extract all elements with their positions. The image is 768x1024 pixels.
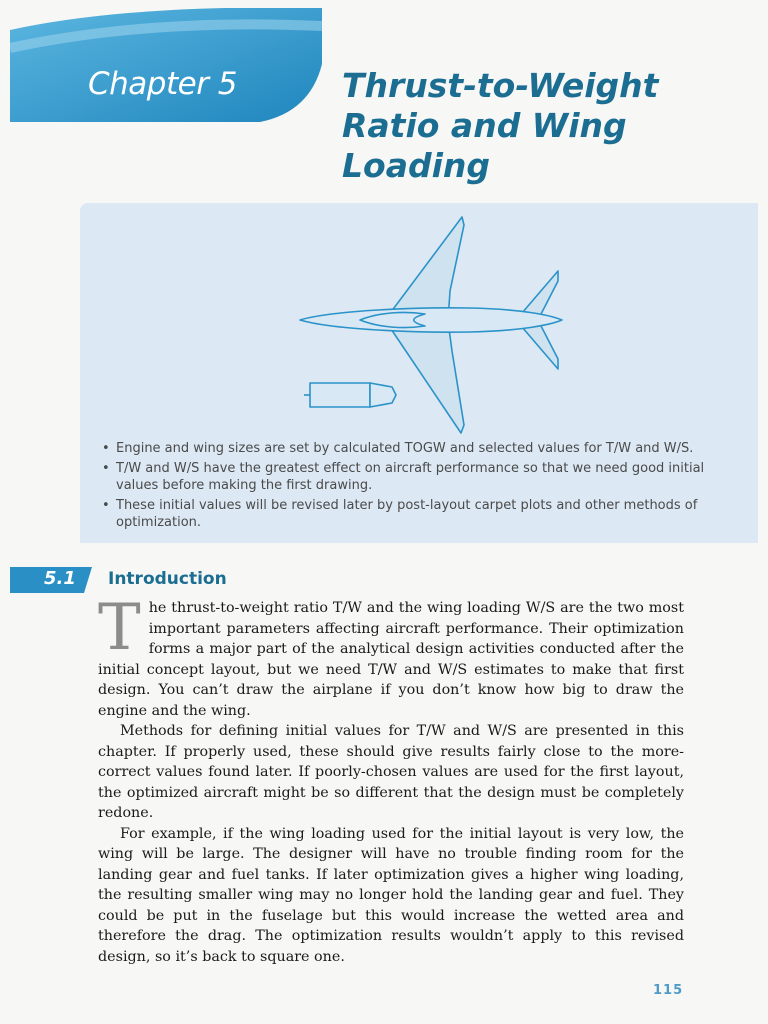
drop-cap: T — [98, 591, 141, 665]
chapter-label: Chapter 5 — [88, 66, 238, 102]
paragraph-text: he thrust-to-weight ratio T/W and the wing loading W/S are the two most important parameters affecting aircraft performance. Their optimization forms a major part of the analytical design activities conducted after the initial concept layout, but we need T/W and W/S estimates to make that first design. You can’t draw the airplane if you don’t know how big to draw the engine and the wing. — [98, 600, 684, 719]
section-title: Introduction — [108, 569, 227, 589]
body-text — [98, 591, 684, 967]
figure-bullet: • T/W and W/S have the greatest effect on aircraft performance so that we need good initial values before making the first drawing. — [100, 460, 740, 494]
paragraph: For example, if the wing loading used for the initial layout is very low, the wing will be large. The designer will have no trouble finding room for the landing gear and fuel tanks. If later optimization gives a higher wing loading, the resulting smaller wing may no longer hold the landing gear and fuel. They could be put in the fuselage but this would increase the wetted area and therefore the drag. The optimization results wouldn’t apply to this revised design, so it’s back to square one. — [98, 825, 684, 965]
figure-bullet: • Engine and wing sizes are set by calculated TOGW and selected values for T/W and W/S. — [100, 440, 740, 457]
aircraft-illustration — [80, 203, 758, 443]
figure-box — [80, 203, 758, 543]
page-number: 115 — [653, 983, 684, 998]
figure-bullet: • These initial values will be revised later by post-layout carpet plots and other methods of optimization. — [100, 497, 740, 531]
figure-bullet-list — [100, 440, 740, 534]
paragraph — [98, 591, 684, 721]
section-number: 5.1 — [44, 568, 76, 589]
paragraph: Methods for defining initial values for T/W and W/S are presented in this chapter. If properly used, these should give results fairly close to the more-correct values found later. If poorly-chosen values are used for the first layout, the optimized aircraft might be so different that the design must be completely redone. — [98, 723, 684, 821]
chapter-title: Thrust-to-Weight Ratio and Wing Loading — [342, 66, 659, 185]
